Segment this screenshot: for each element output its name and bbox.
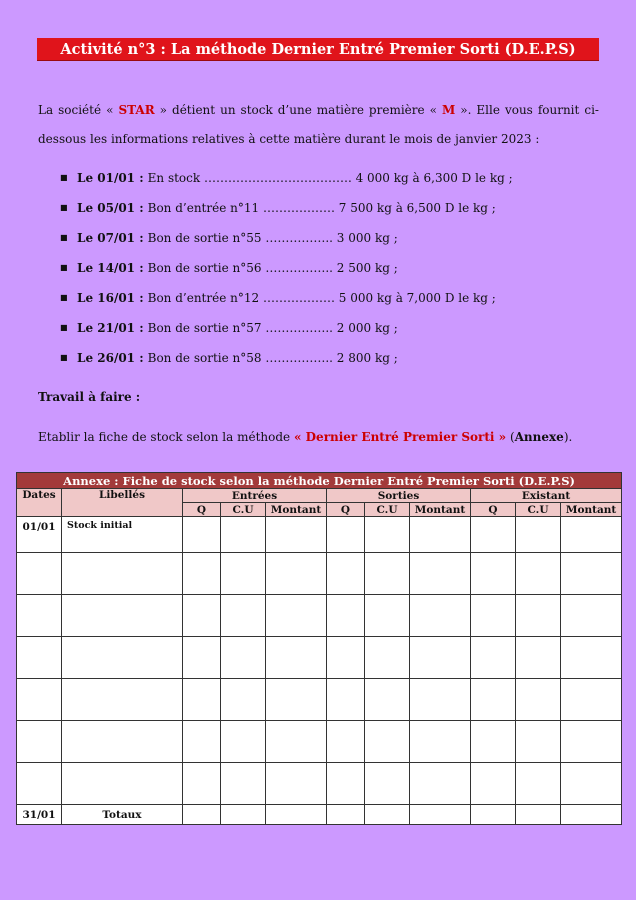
task-heading: Travail à faire : (38, 390, 141, 404)
activity-title (37, 38, 599, 60)
operation-text: Bon de sortie n°55 …………….. 3 000 kg ; (147, 231, 398, 245)
col-dates: Dates (17, 489, 62, 517)
existant-montant: Montant (561, 503, 622, 517)
bullet-icon: ■ (60, 293, 68, 302)
stock-card-table (16, 472, 622, 825)
group-sorties: Sorties (327, 489, 471, 503)
list-item (60, 227, 600, 257)
table-row (17, 679, 622, 721)
sorties-montant: Montant (410, 503, 471, 517)
bullet-icon: ■ (60, 203, 68, 212)
table-row (17, 637, 622, 679)
task-text-3: ). (563, 430, 573, 444)
bullet-icon: ■ (60, 263, 68, 272)
sorties-cu: C.U (365, 503, 410, 517)
operation-text: Bon de sortie n°57 …………….. 2 000 kg ; (147, 321, 398, 335)
table-row (17, 517, 622, 553)
operation-text: En stock ………………………………. 4 000 kg à 6,300 D le kg ; (147, 171, 513, 185)
group-existant: Existant (471, 489, 622, 503)
col-libelles: Libellés (62, 489, 183, 517)
operation-date: Le 05/01 : (77, 201, 144, 215)
operation-text: Bon de sortie n°58 …………….. 2 800 kg ; (147, 351, 398, 365)
totals-row (17, 805, 622, 825)
existant-cu: C.U (516, 503, 561, 517)
task-instruction (38, 430, 572, 444)
operation-date: Le 07/01 : (77, 231, 144, 245)
sorties-q: Q (327, 503, 365, 517)
intro-text-1: La société « (38, 103, 114, 117)
operations-list (60, 167, 600, 377)
material-name: M (441, 103, 456, 117)
operation-date: Le 16/01 : (77, 291, 144, 305)
entrees-montant: Montant (266, 503, 327, 517)
operation-date: Le 01/01 : (77, 171, 144, 185)
company-name: STAR (118, 103, 155, 117)
intro-paragraph (38, 96, 599, 154)
annex-ref: Annexe (514, 430, 564, 444)
table-row (17, 763, 622, 805)
intro-text-3: ». Elle vous fournit ci-dessous les informations relatives à cette matière durant le mois de janvier 2023 : (38, 103, 599, 146)
task-text-1: Etablir la fiche de stock selon la méthode (38, 430, 294, 444)
list-item (60, 347, 600, 377)
operation-text: Bon d’entrée n°12 ……………… 5 000 kg à 7,000 D le kg ; (147, 291, 496, 305)
bullet-icon: ■ (60, 173, 68, 182)
totals-date: 31/01 (17, 805, 62, 825)
activity-title-text: Activité n°3 : La méthode Dernier Entré Premier Sorti (D.E.P.S) (60, 40, 576, 58)
list-item (60, 197, 600, 227)
intro-text-2: » détient un stock d’une matière première « (159, 103, 437, 117)
operation-date: Le 14/01 : (77, 261, 144, 275)
existant-q: Q (471, 503, 516, 517)
operation-date: Le 26/01 : (77, 351, 144, 365)
group-entrees: Entrées (183, 489, 327, 503)
method-name: « Dernier Entré Premier Sorti » (293, 430, 507, 444)
table-caption: Annexe : Fiche de stock selon la méthode Dernier Entré Premier Sorti (D.E.P.S) (17, 473, 622, 489)
bullet-icon: ■ (60, 233, 68, 242)
list-item (60, 317, 600, 347)
operation-date: Le 21/01 : (77, 321, 144, 335)
bullet-icon: ■ (60, 323, 68, 332)
table-row (17, 595, 622, 637)
entrees-cu: C.U (221, 503, 266, 517)
table-row (17, 721, 622, 763)
list-item (60, 257, 600, 287)
row-label: Stock initial (62, 517, 183, 553)
operation-text: Bon de sortie n°56 …………….. 2 500 kg ; (147, 261, 398, 275)
bullet-icon: ■ (60, 353, 68, 362)
operation-text: Bon d’entrée n°11 ……………… 7 500 kg à 6,500 D le kg ; (147, 201, 496, 215)
row-date: 01/01 (17, 517, 62, 553)
table-row (17, 553, 622, 595)
list-item (60, 287, 600, 317)
entrees-q: Q (183, 503, 221, 517)
task-text-2: ( (506, 430, 515, 444)
totals-label: Totaux (62, 805, 183, 825)
list-item (60, 167, 600, 197)
